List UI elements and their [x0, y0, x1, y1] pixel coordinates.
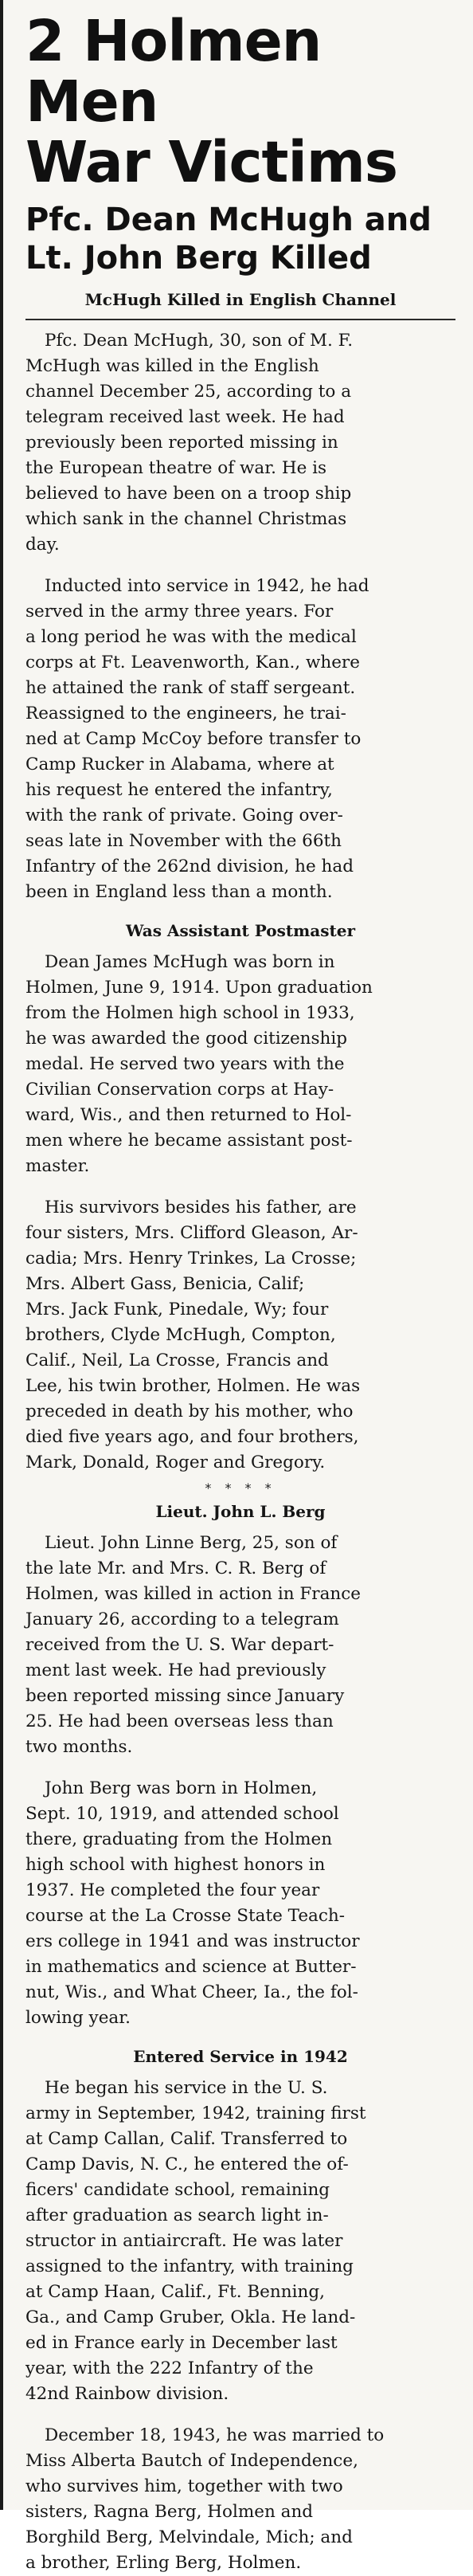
section-heading-lieut-berg: Lieut. John L. Berg	[155, 1502, 326, 1521]
heading-rule	[25, 319, 455, 320]
paragraph-mchugh-biography: Dean James McHugh was born in Holmen, June 9, 1914. Upon graduation from the Holmen high school in 1933, he was awarded the good citizenship medal. He served two years with the Civilian Conservation corps at Hay- ward, Wis., and then returned to Hol- men where he became assistant post- master.	[25, 952, 373, 1176]
section-separator: * * * *	[205, 1480, 276, 1496]
section-heading-assistant-postmaster: Was Assistant Postmaster	[126, 921, 355, 940]
section-heading-entered-service: Entered Service in 1942	[133, 2047, 348, 2066]
paragraph-mchugh-survivors: His survivors besides his father, are four sisters, Mrs. Clifford Gleason, Ar- cadia; Mrs. Henry Trinkes, La Crosse; Mrs. Albert Gass, Benicia, Calif; Mrs. Jack Funk, Pinedale, Wy; four brothers, Clyde McHugh, Compton, Calif., Neil, La Crosse, Francis and Lee, his twin brother, Holmen. He was preceded in death by his mother, who died five years ago, and four brothers, Mark, Donald, Roger and Gregory.	[25, 1198, 361, 1472]
paragraph-berg-biography: John Berg was born in Holmen, Sept. 10, 1919, and attended school there, graduating from the Holmen high school with highest honors in 1937. He completed the four year course at the La Crosse State Teach- ers college in 1941 and was instructor in mathematics and science at Butter- nut, Wis., and What Cheer, Ia., the fol- lowing year.	[25, 1778, 360, 2028]
section-heading-mchugh-killed: McHugh Killed in English Channel	[84, 290, 397, 309]
paragraph-mchugh-death: Pfc. Dean McHugh, 30, son of M. F. McHugh was killed in the English channel December 25, according to a telegram received last week. He had previously been reported missing in the European theatre of war. He is believed to have been on a troop ship which sank in the channel Christmas day.	[25, 331, 354, 555]
paragraph-berg-service: He began his service in the U. S. army in September, 1942, training first at Camp Callan, Calif. Transferred to Camp Davis, N. C., he entered the of- ficers' candidate school, remaining after graduation as search light in- structor in antiaircraft. He was later assigned to the infantry, with training at Camp Haan, Calif., Ft. Benning, Ga., and Camp Gruber, Okla. He land- ed in France early in December last year, with the 222 Infantry of the 42nd Rainbow division.	[25, 2078, 366, 2404]
subheadline: Pfc. Dean McHugh and Lt. John Berg Killed	[25, 202, 432, 276]
paragraph-mchugh-service: Inducted into service in 1942, he had served in the army three years. For a long period he was with the medical corps at Ft. Leavenworth, Kan., where he attained the rank of staff sergeant. Reassigned to the engineers, he trai- ned at Camp McCoy before transfer to Camp Rucker in Alabama, where at his request he entered the infantry, with the rank of private. Going over- seas late in November with the 66th Infantry of the 262nd division, he had been in England less than a month.	[25, 576, 369, 902]
headline: 2 Holmen Men War Victims	[25, 8, 398, 195]
paragraph-berg-survivors: December 18, 1943, he was married to Miss Alberta Bautch of Independence, who survives him, together with two sisters, Ragna Berg, Holmen and Borghild Berg, Melvindale, Mich; and a brother, Erling Berg, Holmen.	[25, 2425, 385, 2573]
paragraph-berg-death: Lieut. John Linne Berg, 25, son of the late Mr. and Mrs. C. R. Berg of Holmen, was killed in action in France January 26, according to a telegram received from the U. S. War depart- ment last week. He had previously been reported missing since January 25. He had been overseas less than two months.	[25, 1533, 362, 1757]
